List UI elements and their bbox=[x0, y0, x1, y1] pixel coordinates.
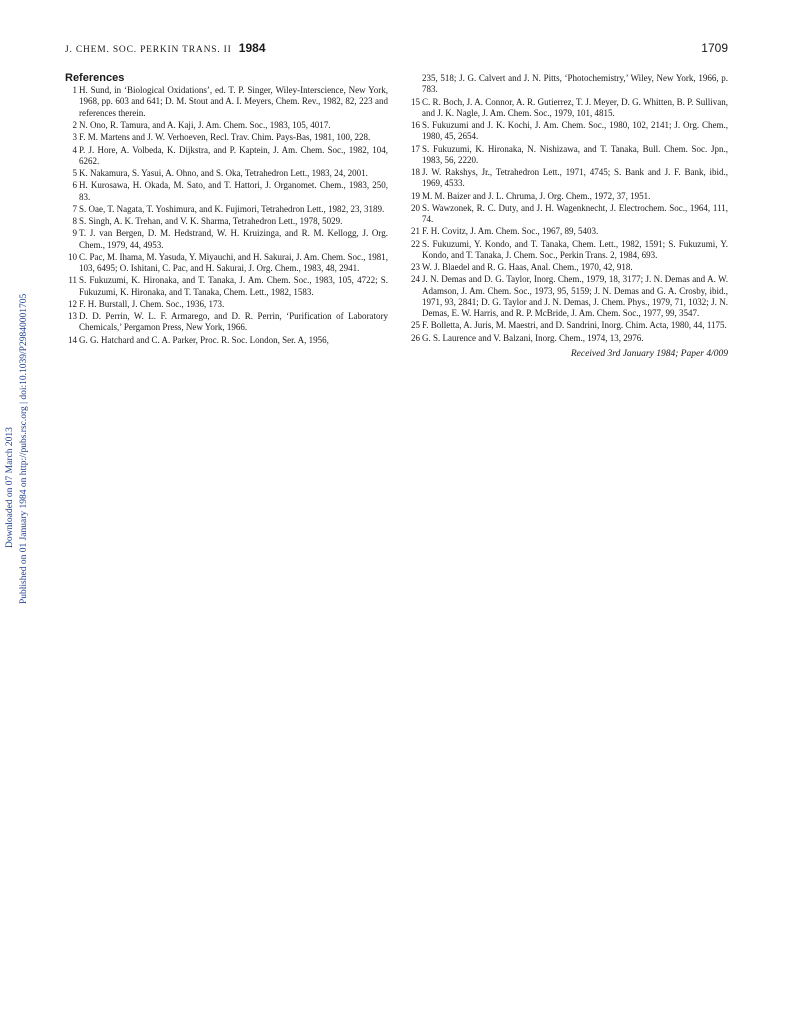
reference-item: 14 G. G. Hatchard and C. A. Parker, Proc. R. Soc. London, Ser. A, 1956, bbox=[68, 334, 329, 345]
journal-year: 1984 bbox=[238, 41, 266, 55]
reference-item: 12 F. H. Burstall, J. Chem. Soc., 1936, 173. bbox=[68, 298, 225, 309]
reference-item: 13 D. D. Perrin, W. L. F. Armarego, and D. R. Perrin, ‘Purification of Laboratory Chemicals,’ Pergamon Press, New York, 1966. bbox=[68, 311, 388, 333]
reference-item: 20 S. Wawzonek, R. C. Duty, and J. H. Wagenknecht, J. Electrochem. Soc., 1964, 111, 74. bbox=[411, 202, 728, 224]
reference-item: 2 N. Ono, R. Tamura, and A. Kaji, J. Am. Chem. Soc., 1983, 105, 4017. bbox=[72, 119, 331, 130]
reference-item: 26 G. S. Laurence and V. Balzani, Inorg. Chem., 1974, 13, 2976. bbox=[411, 332, 644, 343]
reference-item: 10 C. Pac, M. Ihama, M. Yasuda, Y. Miyauchi, and H. Sakurai, J. Am. Chem. Soc., 1981, 103, 6495; O. Ishitani, C. Pac, and H. Sakurai, J. Org. Chem., 1983, 48, 2941. bbox=[68, 251, 388, 274]
reference-item: 21 F. H. Covitz, J. Am. Chem. Soc., 1967, 89, 5403. bbox=[411, 226, 599, 237]
reference-item: 11 S. Fukuzumi, K. Hironaka, and T. Tanaka, J. Am. Chem. Soc., 1983, 105, 4722; S. Fukuzumi, K. Hironaka, and T. Tanaka, Chem. Lett., 1982, 1583. bbox=[68, 275, 388, 297]
publication-notice[interactable]: Published on 01 January 1984 on http://pubs.rsc.org | doi:10.1039/P29840001705 bbox=[19, 293, 29, 604]
journal-title: J. CHEM. SOC. PERKIN TRANS. II bbox=[65, 45, 232, 55]
reference-item: 1 H. Sund, in ‘Biological Oxidations’, ed. T. P. Singer, Wiley-Interscience, New York, 1968, pp. 603 and 641; D. M. Stout and A. I. Meyers, Chem. Rev., 1982, 82, 223 and references therein. bbox=[72, 85, 388, 118]
reference-item: 19 M. M. Baizer and J. L. Chruma, J. Org. Chem., 1972, 37, 1951. bbox=[411, 190, 651, 201]
journal-header bbox=[65, 41, 266, 55]
reference-item: 9 T. J. van Bergen, D. M. Hedstrand, W. H. Kruizinga, and R. M. Kellogg, J. Org. Chem., 1979, 44, 4953. bbox=[72, 228, 388, 250]
right-column bbox=[408, 73, 728, 360]
download-notice[interactable]: Downloaded on 07 March 2013 bbox=[5, 427, 15, 548]
reference-item: 23 W. J. Blaedel and R. G. Haas, Anal. Chem., 1970, 42, 918. bbox=[411, 262, 633, 273]
reference-item: 17 S. Fukuzumi, K. Hironaka, N. Nishizawa, and T. Tanaka, Bull. Chem. Soc. Jpn., 1983, 56, 2220. bbox=[411, 143, 728, 165]
reference-item: 6 H. Kurosawa, H. Okada, M. Sato, and T. Hattori, J. Organomet. Chem., 1983, 250, 83. bbox=[72, 180, 388, 202]
reference-item: 25 F. Bolletta, A. Juris, M. Maestri, and D. Sandrini, Inorg. Chim. Acta, 1980, 44, 1175. bbox=[411, 320, 727, 331]
references-heading: References bbox=[65, 72, 125, 84]
reference-item: 18 J. W. Rakshys, Jr., Tetrahedron Lett., 1971, 4745; S. Bank and J. F. Bank, ibid., 1969, 4533. bbox=[411, 167, 728, 189]
reference-item: 15 C. R. Boch, J. A. Connor, A. R. Gutierrez, T. J. Meyer, D. G. Whitten, B. P. Sullivan, and J. K. Nagle, J. Am. Chem. Soc., 1979, 101, 4815. bbox=[411, 96, 728, 118]
reference-item: 24 J. N. Demas and D. G. Taylor, Inorg. Chem., 1979, 18, 3177; J. N. Demas and A. W. Adamson, J. Am. Chem. Soc., 1973, 95, 5159; J. N. Demas and G. A. Crosby, ibid., 1971, 93, 2841; D. G. Taylor and J. N. Demas, J. Chem. Phys., 1979, 71, 1032; J. N. Demas, E. W. Harris, and R. P. McBride, J. Am. Chem. Soc., 1977, 99, 3547. bbox=[411, 274, 728, 318]
reference-item: 5 K. Nakamura, S. Yasui, A. Ohno, and S. Oka, Tetrahedron Lett., 1983, 24, 2001. bbox=[72, 168, 368, 178]
received-date: Received 3rd January 1984; Paper 4/009 bbox=[570, 348, 728, 359]
reference-item: 7 S. Oae, T. Nagata, T. Yoshimura, and K. Fujimori, Tetrahedron Lett., 1982, 23, 3189. bbox=[72, 203, 385, 214]
reference-list-left bbox=[65, 85, 388, 346]
reference-item: 3 F. M. Martens and J. W. Verhoeven, Recl. Trav. Chim. Pays-Bas, 1981, 100, 228. bbox=[72, 132, 371, 143]
left-column bbox=[65, 73, 388, 347]
page-number: 1709 bbox=[701, 41, 728, 55]
reference-item: 8 S. Singh, A. K. Trehan, and V. K. Sharma, Tetrahedron Lett., 1978, 5029. bbox=[72, 216, 343, 227]
reference-list-right bbox=[408, 97, 728, 344]
reference-item: 22 S. Fukuzumi, Y. Kondo, and T. Tanaka, Chem. Lett., 1982, 1591; S. Fukuzumi, Y. Kondo, and T. Tanaka, J. Chem. Soc., Perkin Trans. 2, 1984, 693. bbox=[411, 238, 728, 260]
reference-item: 4 P. J. Hore, A. Volbeda, K. Dijkstra, and P. Kaptein, J. Am. Chem. Soc., 1982, 104, 6262. bbox=[72, 144, 388, 166]
reference-continuation: 235, 518; J. G. Calvert and J. N. Pitts, ‘Photochemistry,’ Wiley, New York, 1966, p. 783. bbox=[422, 73, 728, 95]
reference-item: 16 S. Fukuzumi and J. K. Kochi, J. Am. Chem. Soc., 1980, 102, 2141; J. Org. Chem., 1980, 45, 2654. bbox=[411, 120, 728, 142]
